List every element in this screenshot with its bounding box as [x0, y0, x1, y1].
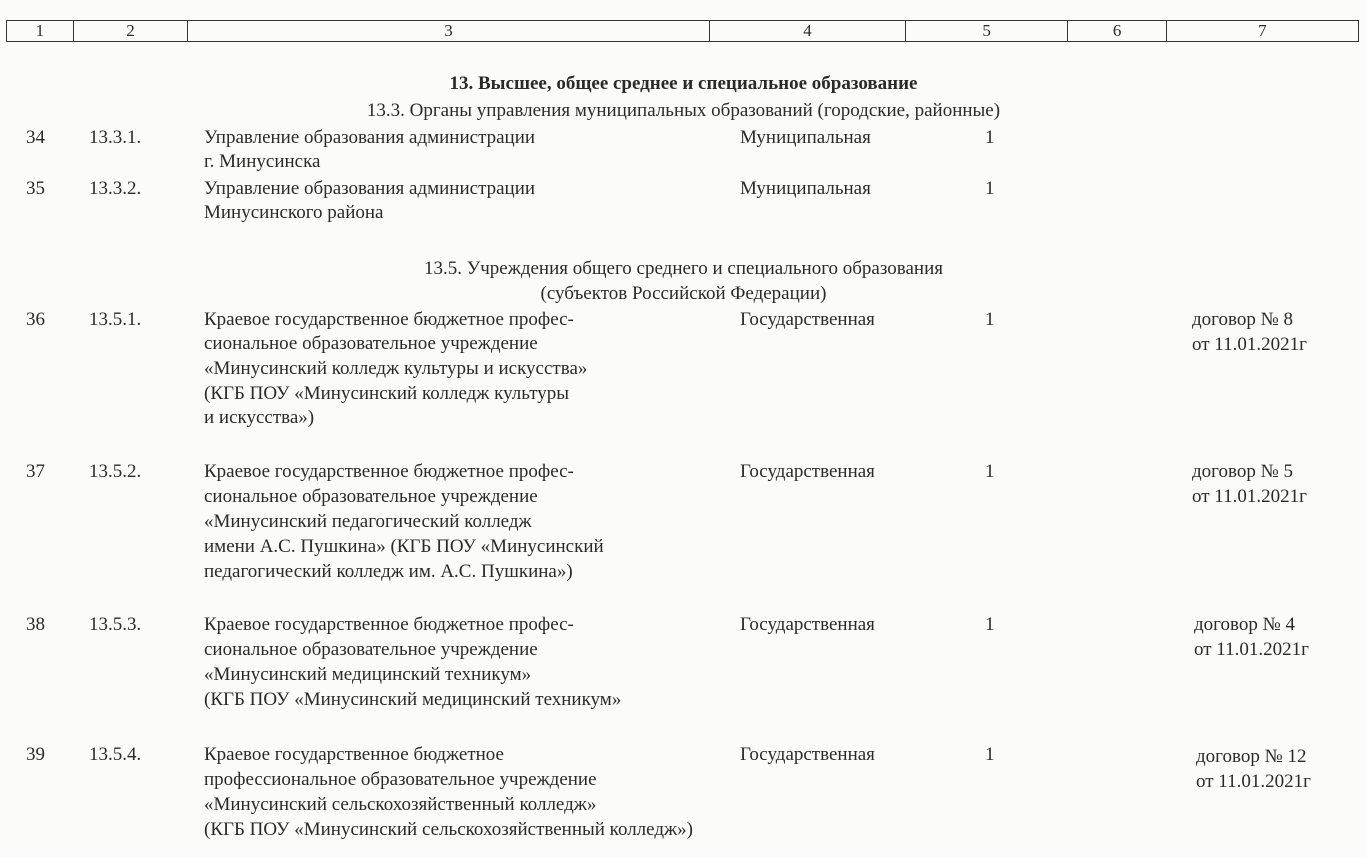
- row-code: 13.5.1.: [89, 309, 142, 330]
- row-contract-line: договор № 12: [1196, 746, 1307, 767]
- row-ownership: Государственная: [740, 744, 875, 765]
- row-name-line: «Минусинский колледж культуры и искусства»: [204, 358, 588, 379]
- row-code: 13.5.4.: [89, 744, 142, 765]
- row-name-line: Минусинского района: [204, 202, 384, 223]
- column-header-row: [6, 20, 1359, 42]
- row-contract-line: от 11.01.2021г: [1194, 639, 1309, 660]
- row-number: 36: [26, 309, 45, 330]
- column-header: 2: [74, 21, 189, 41]
- row-ownership: Муниципальная: [740, 178, 871, 199]
- row-name-line: (КГБ ПОУ «Минусинский медицинский техникум»: [204, 689, 622, 710]
- row-name-line: и искусства»): [204, 407, 315, 428]
- row-name-line: сиональное образовательное учреждение: [204, 639, 538, 660]
- row-number: 35: [26, 178, 45, 199]
- column-header: 6: [1068, 21, 1167, 41]
- row-ownership: Государственная: [740, 614, 875, 635]
- row-number: 34: [26, 127, 45, 148]
- row-code: 13.3.2.: [89, 178, 142, 199]
- row-count: 1: [985, 461, 995, 482]
- row-code: 13.3.1.: [89, 127, 142, 148]
- row-name-line: профессиональное образовательное учреждение: [204, 769, 597, 790]
- row-code: 13.5.3.: [89, 614, 142, 635]
- row-contract-line: от 11.01.2021г: [1196, 771, 1311, 792]
- row-name-line: «Минусинский педагогический колледж: [204, 511, 532, 532]
- row-name-line: педагогический колледж им. А.С. Пушкина»): [204, 561, 573, 582]
- row-ownership: Государственная: [740, 309, 875, 330]
- column-header: 4: [710, 21, 906, 41]
- row-contract-line: договор № 8: [1192, 309, 1293, 330]
- row-number: 37: [26, 461, 45, 482]
- section-title: 13. Высшее, общее среднее и специальное образование: [449, 73, 918, 94]
- row-name-line: «Минусинский медицинский техникум»: [204, 664, 532, 685]
- row-name-line: сиональное образовательное учреждение: [204, 486, 538, 507]
- row-name-line: сиональное образовательное учреждение: [204, 333, 538, 354]
- row-count: 1: [985, 127, 995, 148]
- row-count: 1: [985, 178, 995, 199]
- row-code: 13.5.2.: [89, 461, 142, 482]
- row-name-line: Краевое государственное бюджетное профес-: [204, 614, 574, 635]
- column-header: 1: [7, 21, 74, 41]
- row-contract-line: от 11.01.2021г: [1192, 334, 1307, 355]
- column-header: 3: [188, 21, 710, 41]
- subsection-title: (субъектов Российской Федерации): [540, 283, 827, 304]
- row-name-line: Управление образования администрации: [204, 127, 536, 148]
- row-contract-line: договор № 5: [1192, 461, 1293, 482]
- row-ownership: Муниципальная: [740, 127, 871, 148]
- row-ownership: Государственная: [740, 461, 875, 482]
- row-count: 1: [985, 614, 995, 635]
- row-number: 39: [26, 744, 45, 765]
- column-header: 5: [906, 21, 1068, 41]
- subsection-title: 13.5. Учреждения общего среднего и специального образования: [424, 258, 943, 279]
- row-name-line: г. Минусинска: [204, 151, 321, 172]
- row-name-line: Краевое государственное бюджетное профес-: [204, 461, 574, 482]
- column-header: 7: [1258, 21, 1267, 40]
- row-count: 1: [985, 744, 995, 765]
- row-contract-line: договор № 4: [1194, 614, 1295, 635]
- row-name-line: имени А.С. Пушкина» (КГБ ПОУ «Минусинский: [204, 536, 604, 557]
- row-name-line: Управление образования администрации: [204, 178, 536, 199]
- row-name-line: «Минусинский сельскохозяйственный колледж»: [204, 794, 597, 815]
- subsection-title: 13.3. Органы управления муниципальных образований (городские, районные): [366, 100, 1001, 121]
- row-number: 38: [26, 614, 45, 635]
- row-name-line: (КГБ ПОУ «Минусинский колледж культуры: [204, 383, 570, 404]
- row-name-line: Краевое государственное бюджетное: [204, 744, 504, 765]
- row-count: 1: [985, 309, 995, 330]
- row-name-line: (КГБ ПОУ «Минусинский сельскохозяйственный колледж»): [204, 819, 693, 840]
- row-contract-line: от 11.01.2021г: [1192, 486, 1307, 507]
- row-name-line: Краевое государственное бюджетное профес-: [204, 309, 574, 330]
